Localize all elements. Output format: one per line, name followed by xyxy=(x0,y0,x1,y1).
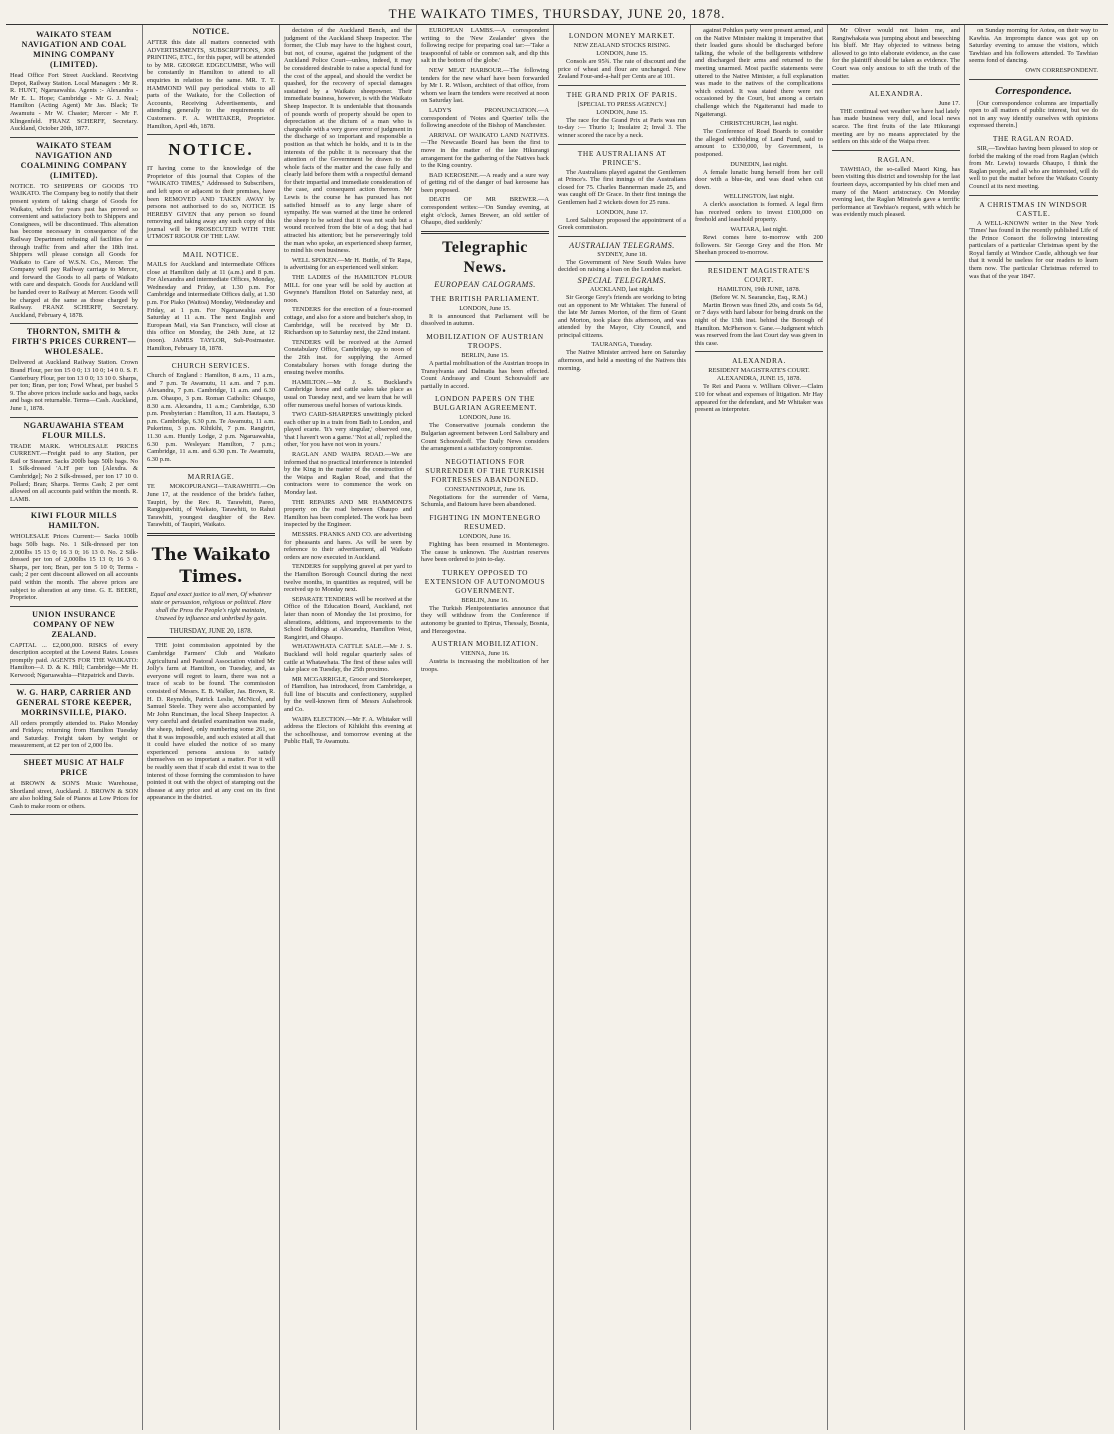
news-item: THE LADIES of the HAMILTON FLOUR MILL for one year will be sold by auction at Gwynne's Hamilton Hotel on Saturday next, at noon. xyxy=(284,274,412,304)
advertisement xyxy=(10,324,138,417)
paper-motto: Equal and exact justice to all men, Of whatever state or persuasion, religious or political. Here shall the Press the People's right maintain, Unawed by influence and unbribed by gain. xyxy=(150,590,272,622)
telegram-heading: AUSTRIAN MOBILIZATION. xyxy=(431,639,539,649)
news-item: WAIPA ELECTION.—Mr F. A. Whitaker will address the Electors of Kihikihi this evening at the schoolhouse, and tomorrow evening at the Public Hall, Te Awamutu. xyxy=(284,715,412,746)
news-item: SEPARATE TENDERS will be received at the Office of the Education Board, Auckland, not later than noon of Monday the 1st proximo, for alterations, additions, and improvements to the School Buildings at Alexandra, Hamilton West, Rangiriri, and Ohaupo. xyxy=(284,595,412,641)
raglan-continued: on Sunday morning for Aotea, on their way to Kawhia. An impromptu dance was got up on Saturday evening to amuse the visitors, which Tawhiao and his followers attended. To Tawhiao seems fond of dancing. xyxy=(969,27,1098,65)
church-services-title: CHURCH SERVICES. xyxy=(171,361,251,371)
telegram-dateline: LONDON, June 15. xyxy=(459,304,511,312)
telegram-dateline: LONDON, June 16. xyxy=(459,414,511,422)
telegraphic-news-title: Telegraphic News. xyxy=(442,238,528,276)
advertisement-body: TRADE MARK. WHOLESALE PRICES CURRENT.—Freight paid to any Station, per Rail or Steamer. Sacks 200lb bags 50lb bags. No 1 Silk-dressed 'A.H' per ton [Alexdra. & Cambridge]; No 2 Silk-dressed, per ton 17 10 0. Pollard; Bran; Sharps. Terms Cash; 2 per cent allowed on all accounts paid within the month. R. LAMB. xyxy=(10,442,138,503)
advertisement-body: CAPITAL ... £2,000,000. RISKS of every description accepted at the Lowest Rates. Losses promptly paid. AGENTS FOR THE WAIKATO: Hamilton—J. D. & K. Hill; Cambridge—Mr H. Kerwood; Ngaruawahia—Fitzpatrick and Davis. xyxy=(10,641,138,680)
column-7 xyxy=(828,25,965,1430)
court-title: RESIDENT MAGISTRATE'S COURT. xyxy=(707,265,811,284)
court-text: Martin Brown was fined 20s, and costs 5s 6d, or 7 days with hard labour for being drunk on the night of the 13th inst. behind the Borough of Hamilton. McPherson v. Gane.—Judgment which was reserved from the last Court day was given in this case. xyxy=(695,301,823,347)
dunedin-text: A female lunatic hung herself from her cell door with a blue-tie, and was dead when cut down. xyxy=(695,168,823,191)
news-item: HAMILTON.—Mr J. S. Buckland's Cambridge horse and cattle sales take place as usual on Tuesday next, and we learn that he will offer numerous useful horses of various kinds. xyxy=(284,378,412,409)
advertisement-title: UNION INSURANCE COMPANY OF NEW ZEALAND. xyxy=(32,609,116,639)
dunedin-date: DUNEDIN, last night. xyxy=(730,160,788,168)
notice-warning-body: IT having come to the knowledge of the Proprietor of this journal that Copies of the "WAIKATO TIMES," Addressed to Subscribers, and left upon or adjacent to their premises, have been REMOVED AND TAKEN AWAY by persons not authorised to do so, NOTICE IS HEREBY GIVEN that any person so found removing and taking away any such copy of this journal will be PROSECUTED WITH THE UTMOST RIGOUR OF THE LAW. xyxy=(147,165,275,241)
news-item: WHATAWHATA CATTLE SALE.—Mr J. S. Buckland will hold regular quarterly sales of cattle at Whatawhata. The first of these sales will take place on Tuesday, the 25th proximo. xyxy=(284,643,412,674)
news-item-well-sinker: WELL SPOKEN.—Mr H. Buttle, of Te Rapa, is advertising for an experienced well sinker. xyxy=(284,256,412,272)
column-2 xyxy=(143,25,280,1430)
advertisement xyxy=(10,27,138,138)
alexandra-news-date: June 17. xyxy=(938,100,960,108)
alexandra-date: ALEXANDRA, JUNE 15, 1878. xyxy=(716,375,802,383)
news-item: MESSRS. FRANKS AND CO. are advertising for pheasants and hares. As will be seen by reference to their advertisement, all Waikato orders are now executed in Auckland. xyxy=(284,531,412,561)
news-item: EUROPEAN LAMBS.—A correspondent writing to the 'New Zealander' gives the following recipe for preparing coal tar:—'Take a teaspoonful of table or common salt, and dip this salt in the bottom of the globe.' xyxy=(421,27,549,65)
australians-title: THE AUSTRALIANS AT PRINCE'S. xyxy=(577,148,667,167)
alexandra-court: RESIDENT MAGISTRATE'S COURT. xyxy=(708,367,810,375)
column-8 xyxy=(965,25,1102,1430)
news-item: NEW MEAT HARBOUR.—The following tenders for the new wharf have been forwarded by Mr I. R. Wilson, architect of that office, from whom we learn the tenders were received at noon on Saturday last. xyxy=(421,66,549,105)
advertisement-title: NGARUAWAHIA STEAM FLOUR MILLS. xyxy=(23,420,125,440)
telegram-text: Fighting has been resumed in Montenegro. The cause is unknown. The Austrian reserves have been ordered to join to-day. xyxy=(421,540,549,564)
telegram-heading: THE BRITISH PARLIAMENT. xyxy=(430,293,540,303)
london-text: Lord Salisbury proposed the appointment of a Greek commission. xyxy=(558,216,686,232)
auckland-date: AUCKLAND, last night. xyxy=(589,285,655,293)
news-item: LADY'S PRONUNCIATION.—A correspondent of 'Notes and Queries' tells the following anecdote of the Bishop of Manchester. xyxy=(421,106,549,130)
tauranga-date: TAURANGA, Tuesday. xyxy=(591,341,653,349)
grand-prix-date: LONDON, June 15. xyxy=(596,108,648,116)
column-3 xyxy=(280,25,417,1430)
advertisement xyxy=(10,685,138,755)
wellington-date: WELLINGTON, last night. xyxy=(723,193,795,201)
letter-text: SIR,—Tawhiao having been pleased to stop or forbid the making of the road from Raglan (which from Mr. Lewis) towards Ohaupo, I think the Raglan people, and all who are interested, will do well to put the matter before the Waikato County Council at its next meeting. xyxy=(969,144,1098,190)
church-services-body: Church of England : Hamilton, 8 a.m., 11 a.m., and 7 p.m. Te Awamutu, 11 a.m. and 7 p.m. Alexandra, 7 p.m. Cambridge, 11 a.m. and 6.30 p.m. Ohaupo, 3 p.m. Roman Catholic: Ohaupo, 8.30 a.m. Alexandra, 11 a.m.; Cambridge, 6.30 p.m. Presbyterian : Hamilton, 11 a.m. Hautapu, 3 p.m. Cambridge, 6.30 p.m. Te Awamutu, 11 a.m. Pukerimu, 3 p.m. Kihikihi, 7 p.m. Rangiriri, 11.30 a.m. Huntly Lodge, 2 p.m. Ngaruawahia, 6.30 p.m. Wesleyan: Hamilton, 7 p.m.; Cambridge, 11 a.m. and 6.30 p.m. Te Awamutu, 6.30 p.m. xyxy=(147,372,275,463)
telegram-text: Negotiations for the surrender of Varna, Schumla, and Batoum have been abandoned. xyxy=(421,493,549,509)
correspondent-signoff: OWN CORRESPONDENT. xyxy=(1025,66,1098,74)
advertisement-body: WHOLESALE Prices Current:— Sacks 100lb bags 50lb bags. No. 1 Silk-dressed per ton 2,000lbs 15 13 0; 16 3 0; 16 13 0. No. 2 Silk-dressed per ton of 2,000lbs 15 13 0; 16 3 0. Sharps, per ton; Bran, per ton 5 10 0; Terms - cash; 2 per cent discount allowed on all accounts paid within the month. The above prices are subject to alteration at any time. G. E. BEERE, Proprietor. xyxy=(10,533,138,602)
marriage-title: MARRIAGE. xyxy=(187,472,235,482)
australian-telegrams-title: AUSTRALIAN TELEGRAMS. xyxy=(569,240,675,250)
notice-heading: NOTICE. xyxy=(168,140,254,160)
news-item: MR MCGARRIGLE, Grocer and Storekeeper, of Hamilton, has introduced, from Cambridge, a full line of biscuits and confectionery, supplied by the well-known firm of Messrs Aulsebrook and Co. xyxy=(284,675,412,714)
advertisement xyxy=(10,138,138,325)
advertisement-body: Head Office Fort Street Auckland. Receiving Depot, Railway Station. Local Managers : Mr R. R. HUNT, Ngaruawahia. Agents :- Alexandra - Mr E. L. Hope; Cambridge - Mr G. J. Neal; Hamilton (Acting Agent) Mr Jas. Black; Te Awamutu - Mr W. Chaster; Mercer - Mr F. Klingenfeld. FRANZ SCHERFF, Secretary. Auckland, October 20th, 1877. xyxy=(10,72,138,133)
christchurch-text: The Conference of Road Boards to consider the alleged withholding of Land Fund, said to amount to £330,000, by Government, is postponed. xyxy=(695,128,823,158)
advertisement-title: WAIKATO STEAM NAVIGATION AND COAL MINING COMPANY (LIMITED). xyxy=(21,30,127,69)
advertisement-title: THORNTON, SMITH & FIRTH'S PRICES CURRENT—WHOLESALE. xyxy=(11,327,137,357)
christmas-text: A WELL-KNOWN writer in the New York 'Times' has found in the recently published Life of the Prince Consort the following interesting particulars of a particular Christmas spent by the Royal family at Windsor Castle, although we fear that it would be useless for our readers to learn them now. The particular Christmas referred to was that of the year 1847. xyxy=(969,219,1098,280)
european-calograms-title: EUROPEAN CALOGRAMS. xyxy=(434,279,536,289)
columns xyxy=(6,25,1108,1430)
telegram-heading: FIGHTING IN MONTENEGRO RESUMED. xyxy=(429,512,541,531)
telegram-heading: TURKEY OPPOSED TO EXTENSION OF AUTONOMOUS GOVERNMENT. xyxy=(424,567,546,595)
news-item: TENDERS for the erection of a four-roomed cottage, and also for a store and butcher's shop, in Cambridge, will be received by Mr D. Richardson up to Saturday next, the 22nd instant. xyxy=(284,306,412,337)
telegram-dateline: BERLIN, June 16. xyxy=(461,596,509,604)
wellington-text: A clerk's association is formed. A legal firm has received orders to invest £100,000 on freehold and leasehold property. xyxy=(695,201,823,224)
leader-continued: decision of the Auckland Bench, and the judgment of the Auckland Sheep Inspector. The former, the Club may have to the highest court, but not, of course, against the judgment of the Auckland Police Court—unless, indeed, it may be considered desirable to raise a special fund for the cost of the appeal, and should the verdict be quashed, for the recovery of special damages sustained by a Waikato sheepowner. Their immediate business, however, is with the Waikato Sheep Inspector. It is undeniable that thousands of pounds worth of property should be open to depreciation at the dictum of a man who is chargeable with a very grave error of judgment in the discharge of so important and responsible a position as that which he holds, and it is in the interests of the public it is necessary that the attention of the Government be drawn to the whole facts of the matter and the case fully and clearly laid before them with a respectful demand for their impartial and immediate consideration of the case, and consequent action thereon. Mr Lewis is the course he has pursued has not satisfied himself as to any large share of sympathy. He was warned at the time he ordered the sheep to be seized that it was not scab but a wound received from the bite of a dog; that had attracted his attention; but he perseveringly told the man who spoke, an experienced sheep farmer, to mind his own business. xyxy=(284,27,412,255)
christchurch-date: CHRISTCHURCH, last night. xyxy=(720,120,798,128)
telegram-heading: MOBILIZATION OF AUSTRIAN TROOPS. xyxy=(426,332,544,351)
raglan-title: RAGLAN. xyxy=(877,154,915,164)
advertisement-body: at BROWN & SON'S Music Warehouse, Shortland street, Auckland. J. BROWN & SON are also holding Sale of Pianos at Low Prices for Cash to make room or others. xyxy=(10,780,138,810)
paper-title: The Waikato Times. xyxy=(151,544,271,587)
telegram-text: A partial mobilisation of the Austrian troops in Transylvania and Dalmatia has been effected. Count Andrassy and Count Schouvaloff are partially in accord. xyxy=(421,360,549,390)
money-market-text: Consols are 95¾. The rate of discount and the price of wheat and flour are unchanged. New Zealand Four-and-a-half per Cents are at 101. xyxy=(558,58,686,81)
advertisement-title: SHEET MUSIC AT HALF PRICE xyxy=(23,758,125,778)
tauranga-text: The Native Minister arrived here on Saturday afternoon, and held a meeting of the Natives this morning. xyxy=(558,349,686,372)
alexandra-title: ALEXANDRA. xyxy=(732,356,786,366)
auckland-text: Sir George Grey's friends are working to bring out an opponent to Mr Whitaker. The funeral of the late Mr James Morton, of the firm of Grant and Morton, took place this afternoon, and was attended by the Mayor, City Council, and principal citizens. xyxy=(558,293,686,339)
running-head: THE WAIKATO TIMES, THURSDAY, JUNE 20, 1878. xyxy=(6,4,1108,25)
waitara-date: WAITARA, last night. xyxy=(730,226,788,234)
news-item: DEATH OF MR BREWER.—A correspondent writes:—'On Sunday evening, at eight o'clock, James Brewer, an old settler of Ohaupo, died suddenly.' xyxy=(421,196,549,227)
column-1 xyxy=(6,25,143,1430)
column-6 xyxy=(691,25,828,1430)
christmas-title: A CHRISTMAS IN WINDSOR CASTLE. xyxy=(979,199,1088,218)
telegram-heading: LONDON PAPERS ON THE BULGARIAN AGREEMENT. xyxy=(433,394,537,413)
telegram-text: The Conservative journals condemn the Bulgarian agreement between Lord Salisbury and Count Schouvaloff. The Daily News considers the arrangement a satisfactory compromise. xyxy=(421,422,549,453)
news-item: ARRIVAL OF WAIKATO LAND NATIVES.—The Newcastle Board has been the first to move in the matter of the late Hikurangi arrangement for the gathering of the Natives back to the King country. xyxy=(421,131,549,170)
telegram-dateline: CONSTANTINOPLE, June 16. xyxy=(444,485,526,493)
telegram-dateline: LONDON, June 16. xyxy=(459,532,511,540)
alexandra-court-text: Te Rei and Paora v. William Oliver.—Claim £10 for wheat and expenses of litigation. Mr Hay appeared for the defendant, and Mr Whitaker was present as interpreter. xyxy=(695,383,823,414)
money-market-date: LONDON, June 15. xyxy=(596,50,648,57)
court-before: (Before W. N. Searancke, Esq., R.M.) xyxy=(710,293,808,301)
alexandra-case-continued: Mr Oliver would not listen me, and Rangiwhakaia was jumping about and beseeching his bluff. Mr Hay objected to witness being allowed to go into elaborate evidence, as the case for the plaintiff should be taken as evidence. The Court was only anxious to sift the truth of the matter. xyxy=(832,27,960,80)
mail-notice-body: MAILS for Auckland and intermediate Offices close at Hamilton daily at 11 (a.m.) and 8 p.m. For Alexandra and intermediate Offices, Monday, Wednesday and Friday, at 1.30 p.m. For Cambridge and intermediate Offices daily, at 1.30 p.m. For Piako (Waitoa) Monday, Wednesday and Friday, at 1 p.m. For Ngaruawahia every Saturday at 11 a.m. The next English and European Mail, via San Francisco, will close at this office on Monday, the 24th June, at 12 (noon). JAMES TAYLOR, Sub-Postmaster. Hamilton, February 18, 1878. xyxy=(147,261,275,352)
telegram-text: It is announced that Parliament will be dissolved in autumn. xyxy=(421,312,549,328)
news-item: TENDERS for supplying gravel at per yard to the Hamilton Borough Council during the next twelve months, in quantities as required, will be received up to Monday next. xyxy=(284,563,412,594)
grand-prix-text: The race for the Grand Prix at Paris was run to-day :— Thurio 1; Insulaire 2; Inval 3. The winner scored the race by a neck. xyxy=(558,116,686,139)
telegram-heading: NEGOTIATIONS FOR SURRENDER OF THE TURKISH FORTRESSES ABANDONED. xyxy=(425,456,545,484)
money-market-title: LONDON MONEY MARKET. xyxy=(568,31,676,40)
notice-title: NOTICE. xyxy=(192,27,230,36)
raglan-text: TAWHIAO, the so-called Maori King, has been visiting this district and township for the last fourteen days, accompanied by his chief men and many of the Maori aristocracy. On Monday evening last, the Raglan Minstrels gave a terrific performance at Tawhiao's request, with which he was evidently much pleased. xyxy=(832,165,960,219)
notice-body: AFTER this date all matters connected with ADVERTISEMENTS, SUBSCRIPTIONS, JOB PRINTING, ETC., for this paper, will be attended to by MR. GEORGE EDGECUMBE, Who will be constantly in Hamilton to attend to all enquiries in relation to the same. MR. T. T. HAMMOND Will pay periodical visits to all parts of the Waikato, for the Collection of Accounts, Receiving Advertisements, and attending generally to the requirements of Customers. F. A. WHITAKER, Proprietor. Hamilton, April 4th, 1878. xyxy=(147,39,275,130)
correspondence-title: Correspondence. xyxy=(995,84,1072,97)
sydney-date: SYDNEY, June 18. xyxy=(597,250,647,258)
sydney-text: The Government of New South Wales have decided on raising a loan on the London market. xyxy=(558,258,686,274)
london-date: LONDON, June 17. xyxy=(596,208,648,216)
advertisement-title: W. G. HARP, CARRIER AND GENERAL STORE KEEPER, MORRINSVILLE, PIAKO. xyxy=(16,687,132,717)
mail-notice-title: MAIL NOTICE. xyxy=(182,250,240,260)
advertisement-body: NOTICE. TO SHIPPERS OF GOODS TO WAIKATO. The Company beg to notify that their present system of taking charge of Goods for Waikato, which for years past has proved so convenient and satisfactory both to Shippers and Consignees, will be discontinued. This alteration has become necessary in consequence of the Railway Department refusing all facilities for a through traffic from and after the 18th inst. Shippers will please consign all Goods for Waikato to Care of W.S.N. Co., Mercer. The Company will pay Railway carriage to Mercer, and forward the Goods to all parts of Waikato with care and despatch. Goods for Auckland will be handed over to Railway at Mercer. Goods will be charged at the same as those charged by Railway. FRANZ SCHERFF, Secretary. Auckland, February 4, 1878. xyxy=(10,182,138,319)
news-item: RAGLAN AND WAIPA ROAD.—We are informed that no practical interference is intended by the King in the matter of the construction of the Waipa and Raglan Road, and that the contractors were to commence the work on Monday last. xyxy=(284,451,412,497)
advertisement-body: All orders promptly attended to. Piako Monday and Fridays; returning from Hamilton Tuesday and Saturday. Freight taken by weight or measurement, at £2 per ton of 2,000 lbs. xyxy=(10,719,138,750)
alexandra-news-text: THE continual wet weather we have had lately has made business very dull, and local news scarce. The first fruits of the late Hikurangi meeting are by no means appreciated by the settlers on this side of the Waipa river. xyxy=(832,107,960,146)
advertisement xyxy=(10,418,138,509)
advertisement-body: Delivered at Auckland Railway Station. Crown Brand Flour, per ton 15 0 0; 13 10 0; 14 0 0. S. F. Canterbury Flour, per ton 13 0 0; 13 10 0. Sharps, per ton; Bran, per ton; Fowl Wheat, per bushel 5 9. The above prices include sacks and bags, sacks and bags not returnable. Terms—Cash. Auckland, June 1, 1878. xyxy=(10,359,138,412)
money-market-subtitle: NEW ZEALAND STOCKS RISING. xyxy=(573,42,671,49)
telegram-text: The Turkish Plenipotentiaries announce that they will withdraw from the Conference if autonomy be granted to Epirus, Thessaly, Bosnia, and Herzegovina. xyxy=(421,604,549,635)
news-item: TWO CARD-SHARPERS unwittingly picked each other up in a train from Bath to London, and played ecarte. 'It's very singular,' observed one, 'that I haven't won a game.' 'Not at all,' replied the other, 'for you have not won in yours.' xyxy=(284,411,412,449)
court-date: HAMILTON, 19th JUNE, 1878. xyxy=(717,285,801,293)
telegram-dateline: BERLIN, June 15. xyxy=(461,352,509,360)
native-meeting-text: against Pohikes party were present armed, and on the Native Minister making it imperative that their loaded guns should be discharged before talking, the whole of the belligerents withdrew and discharged their arms and returned to the meeting unarmed. Most pacific statements were uttered to the Native Minister, a full explanation was made to the natives of the complications which existed. It was stated there were not occasioned by the Court, but among a certain challenge which the Ngaiteranui had made to Ngaiterangi. xyxy=(695,27,823,118)
advertisement xyxy=(10,755,138,815)
correspondence-note: [Our correspondence columns are impartially open to all matters of public interest, but we do not in any way identify ourselves with opinions expressed therein.] xyxy=(969,99,1098,130)
leader-article: THE joint commission appointed by the Cambridge Farmers' Club and Waikato Agricultural and Pastoral Association visited Mr Jolly's farm at Hamilton, on Tuesday, and, as everyone will regret to learn, there was not a trace of scab to be found. The commission consisted of Messrs. E. B. Walker, Jas. Brown, R. H. D. Reynolds, Patrick Leslie, McNicol, and Samuel Steele. They were also accompanied by Mr John Runciman, the local Sheep Inspector. A very careful and detailed examination was made, the sheep, indeed, only numbering some 261, so that it was impossible, and such existed at all that it could have eluded the notice of so many experienced persons anxious to satisfy themselves on so important a matter. For it will be readily seen that if scab did exist it was to the interest of those forming the commission to have pointed it out with the object of stamping out the disease at any price and at any cost on its first appearance in the district. xyxy=(147,642,275,802)
letter-title: THE RAGLAN ROAD. xyxy=(992,133,1075,143)
australians-text: The Australians played against the Gentlemen at Prince's. The first innings of the Australians closed for 75. Charles Bannerman made 25, and was caught off Dr Grace. In their first innings the Gentlemen had 2 wickets down for 25 runs. xyxy=(558,168,686,206)
news-item: THE REPAIRS AND MR HAMMOND'S property on the road between Ohaupo and Hamilton has been completed. The work has been inspected by the Engineer. xyxy=(284,498,412,529)
column-4 xyxy=(417,25,554,1430)
advertisement xyxy=(10,508,138,606)
advertisement-title: WAIKATO STEAM NAVIGATION AND COALMINING COMPANY (LIMITED). xyxy=(20,140,128,180)
advertisement xyxy=(10,607,138,685)
grand-prix-title: THE GRAND PRIX OF PARIS. xyxy=(566,89,678,99)
waitara-text: Rewi comes here to-morrow with 200 followers. Sir George Grey and the Hon. Mr Sheehan proceed to-morrow. xyxy=(695,234,823,257)
grand-prix-subtitle: [SPECIAL TO PRESS AGENCY.] xyxy=(577,100,667,108)
news-item: BAD KEROSENE.—A ready and a sure way of getting rid of the danger of bad kerosene has been proposed. xyxy=(421,171,549,194)
special-telegrams-title: SPECIAL TELEGRAMS. xyxy=(577,275,667,285)
alexandra-news-title: ALEXANDRA. xyxy=(869,89,923,99)
marriage-body: TE MOKOPURANGI—TARAWHITI.—On June 17, at the residence of the bride's father, Taupiri, by the Rev. R. Tarawhiti, Pareo, Rangipawhiti, of Waikato, Tarawhiti, to Rahui Tarawhiti, youngest daughter of the Rev. Tarawhiti, of Taupiri, Waikato. xyxy=(147,483,275,529)
column-5 xyxy=(554,25,691,1430)
news-item: TENDERS will be received at the Armed Constabulary Office, Cambridge, up to noon of the 26th inst. for supplying the Armed Constabulary horses with forage during the ensuing twelve months. xyxy=(284,338,412,377)
advertisement-title: KIWI FLOUR MILLS HAMILTON. xyxy=(30,511,118,531)
telegram-dateline: VIENNA, June 16. xyxy=(460,650,510,658)
telegram-text: Austria is increasing the mobilization of her troops. xyxy=(421,658,549,673)
paper-date: THURSDAY, JUNE 20, 1878. xyxy=(147,626,275,639)
